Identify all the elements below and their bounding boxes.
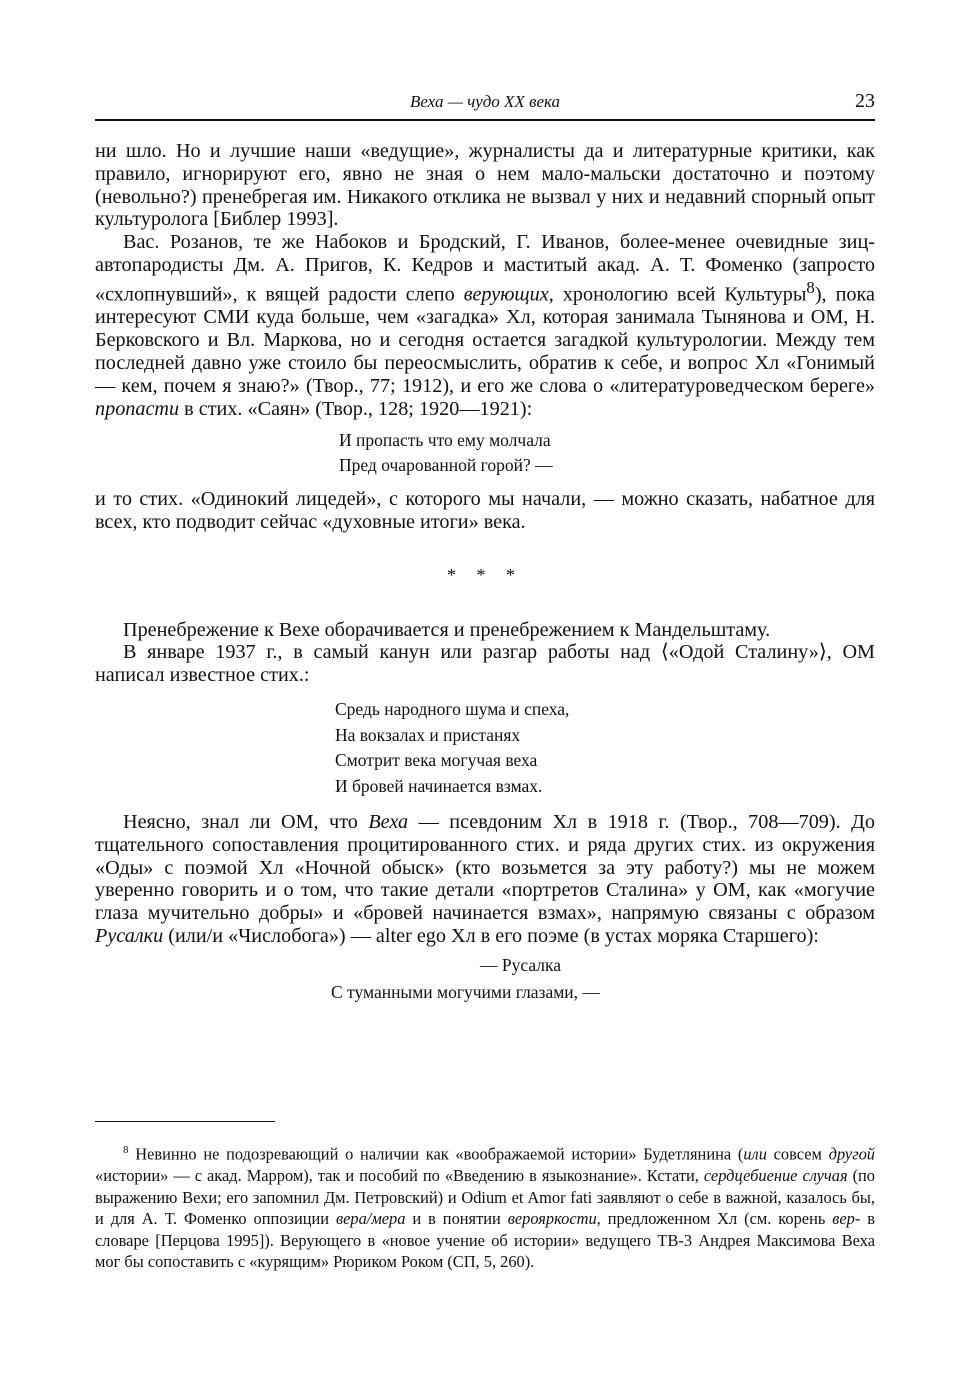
paragraph-4: Пренебрежение к Вехе оборачивается и пренебрежением к Мандельштаму. [123,618,771,641]
header-rule [95,119,875,121]
verse-line: И пропасть что ему молчала [339,430,551,451]
italic-term: или [743,1144,767,1164]
italic-term: другой [828,1144,875,1164]
verse-line: — Русалка [480,954,561,975]
paragraph-2: Вас. Розанов, те же Набоков и Бродский, Г. Иванов, более-менее очевидные зиц-автопародисты Дм. А. Пригов, К. Кедров и маститый акад. А. Т. Фоменко (запросто «схлопнувший», к вящей радости слепо верующих, хронологию всей Культуры$^8$), пока интересуют СМИ куда больше, чем «загадка» Хл, которая занимала Тынянова и ОМ, Н. Берковского и Вл. Маркова, но и сегодня остается загадкой культурологии. Между тем последней давно уже стоило бы переосмыслить, обратив к себе, и вопрос Хл «Гонимый — кем, почем я знаю?» (Твор., 77; 1912), и его же слова о «литературоведческом береге» пропасти в стих. «Саян» (Твор., 128; 1920—1921): [95,231,875,420]
running-title: Веха — чудо XX века [409,92,561,111]
italic-term: сердцебиение случая [703,1166,848,1186]
paragraph-6: Неясно, знал ли ОМ, что Веха — псевдоним Хл в 1918 г. (Твор., 708—709). До тщательного сопоставления процитированного стих. и ряда других стих. из окружения «Оды» с поэмой Хл «Ночной обыск» (кто возьмется за эту работу?) мы не можем уверенно говорить и о том, что такие детали «портретов Сталина» у ОМ, как «могучие глаза мучительно добры» и «бровей начинается взмах», напрямую связаны с образом Русалки (или/и «Числобога») — alter ego Хл в его поэме (в устах моряка Старшего): [95,811,875,948]
verse-quote-2 [335,697,875,799]
verse-line: И бровей начинается взмах. [335,775,543,796]
verse-line: С туманными могучими глазами, — [331,981,600,1002]
verse-line: На вокзалах и пристанях [335,724,521,745]
italic-term: вера/мера [335,1209,406,1229]
paragraph-5: В январе 1937 г., в самый канун или разгар работы над ⟨«Одой Сталину»⟩, ОМ написал известное стих.: [95,641,875,687]
italic-term: верующих, [463,283,554,306]
italic-term: верояркости, [507,1209,601,1229]
running-header [95,88,875,118]
verse-quote-1 [339,428,875,478]
verse-line: Смотрит века могучая веха [335,750,538,771]
italic-term: вер- [832,1209,861,1229]
footnote-rule [95,1121,275,1122]
section-separator: * * * [447,564,523,585]
italic-term: пропасти [95,397,180,420]
verse-quote-3 [95,952,875,1006]
verse-line: Пред очарованной горой? — [339,455,553,476]
footnote-8: $^8$ Невинно не подозревающий о наличии как «воображаемой истории» Будетлянина (или совсем другой «истории» — с акад. Марром), так и пособий по «Введению в языкознание». Кстати, сердцебиение случая (по выражению Вехи; его запомнил Дм. Петровский) и Odium et Amor fati заявляют о себе в важной, казалось бы, и для А. Т. Фоменко оппозиции вера/мера и в понятии верояркости, предложенном Хл (см. корень вер- в словаре [Перцова 1995]). Верующего в «новое учение об истории» ведущего ТВ-3 Андрея Максимова Веха мог бы сопоставить с «курящим» Рюриком Роком (СП, 5, 260). [95,1144,876,1272]
verse-line: Средь народного шума и спеха, [335,699,570,720]
footnote-number: 8 [123,1144,129,1156]
italic-term: Веха [368,811,409,834]
main-text [95,140,875,1006]
paragraph-1: ни шло. Но и лучшие наши «ведущие», журналисты да и литературные критики, как правило, игнорируют его, явно не зная о нем мало-мальски достаточно и поэтому (невольно?) пренебрегая им. Никакого отклика не вызвал у них и недавний спорный опыт культуролога [Библер 1993]. [95,140,875,231]
page-number: 23 [855,90,875,112]
paragraph-3: и то стих. «Одинокий лицедей», с которого мы начали, — можно сказать, набатное для всех, кто подводит сейчас «духовные итоги» века. [95,488,875,534]
italic-term: Русалки [95,925,164,948]
footnote-ref: 8 [806,277,815,297]
